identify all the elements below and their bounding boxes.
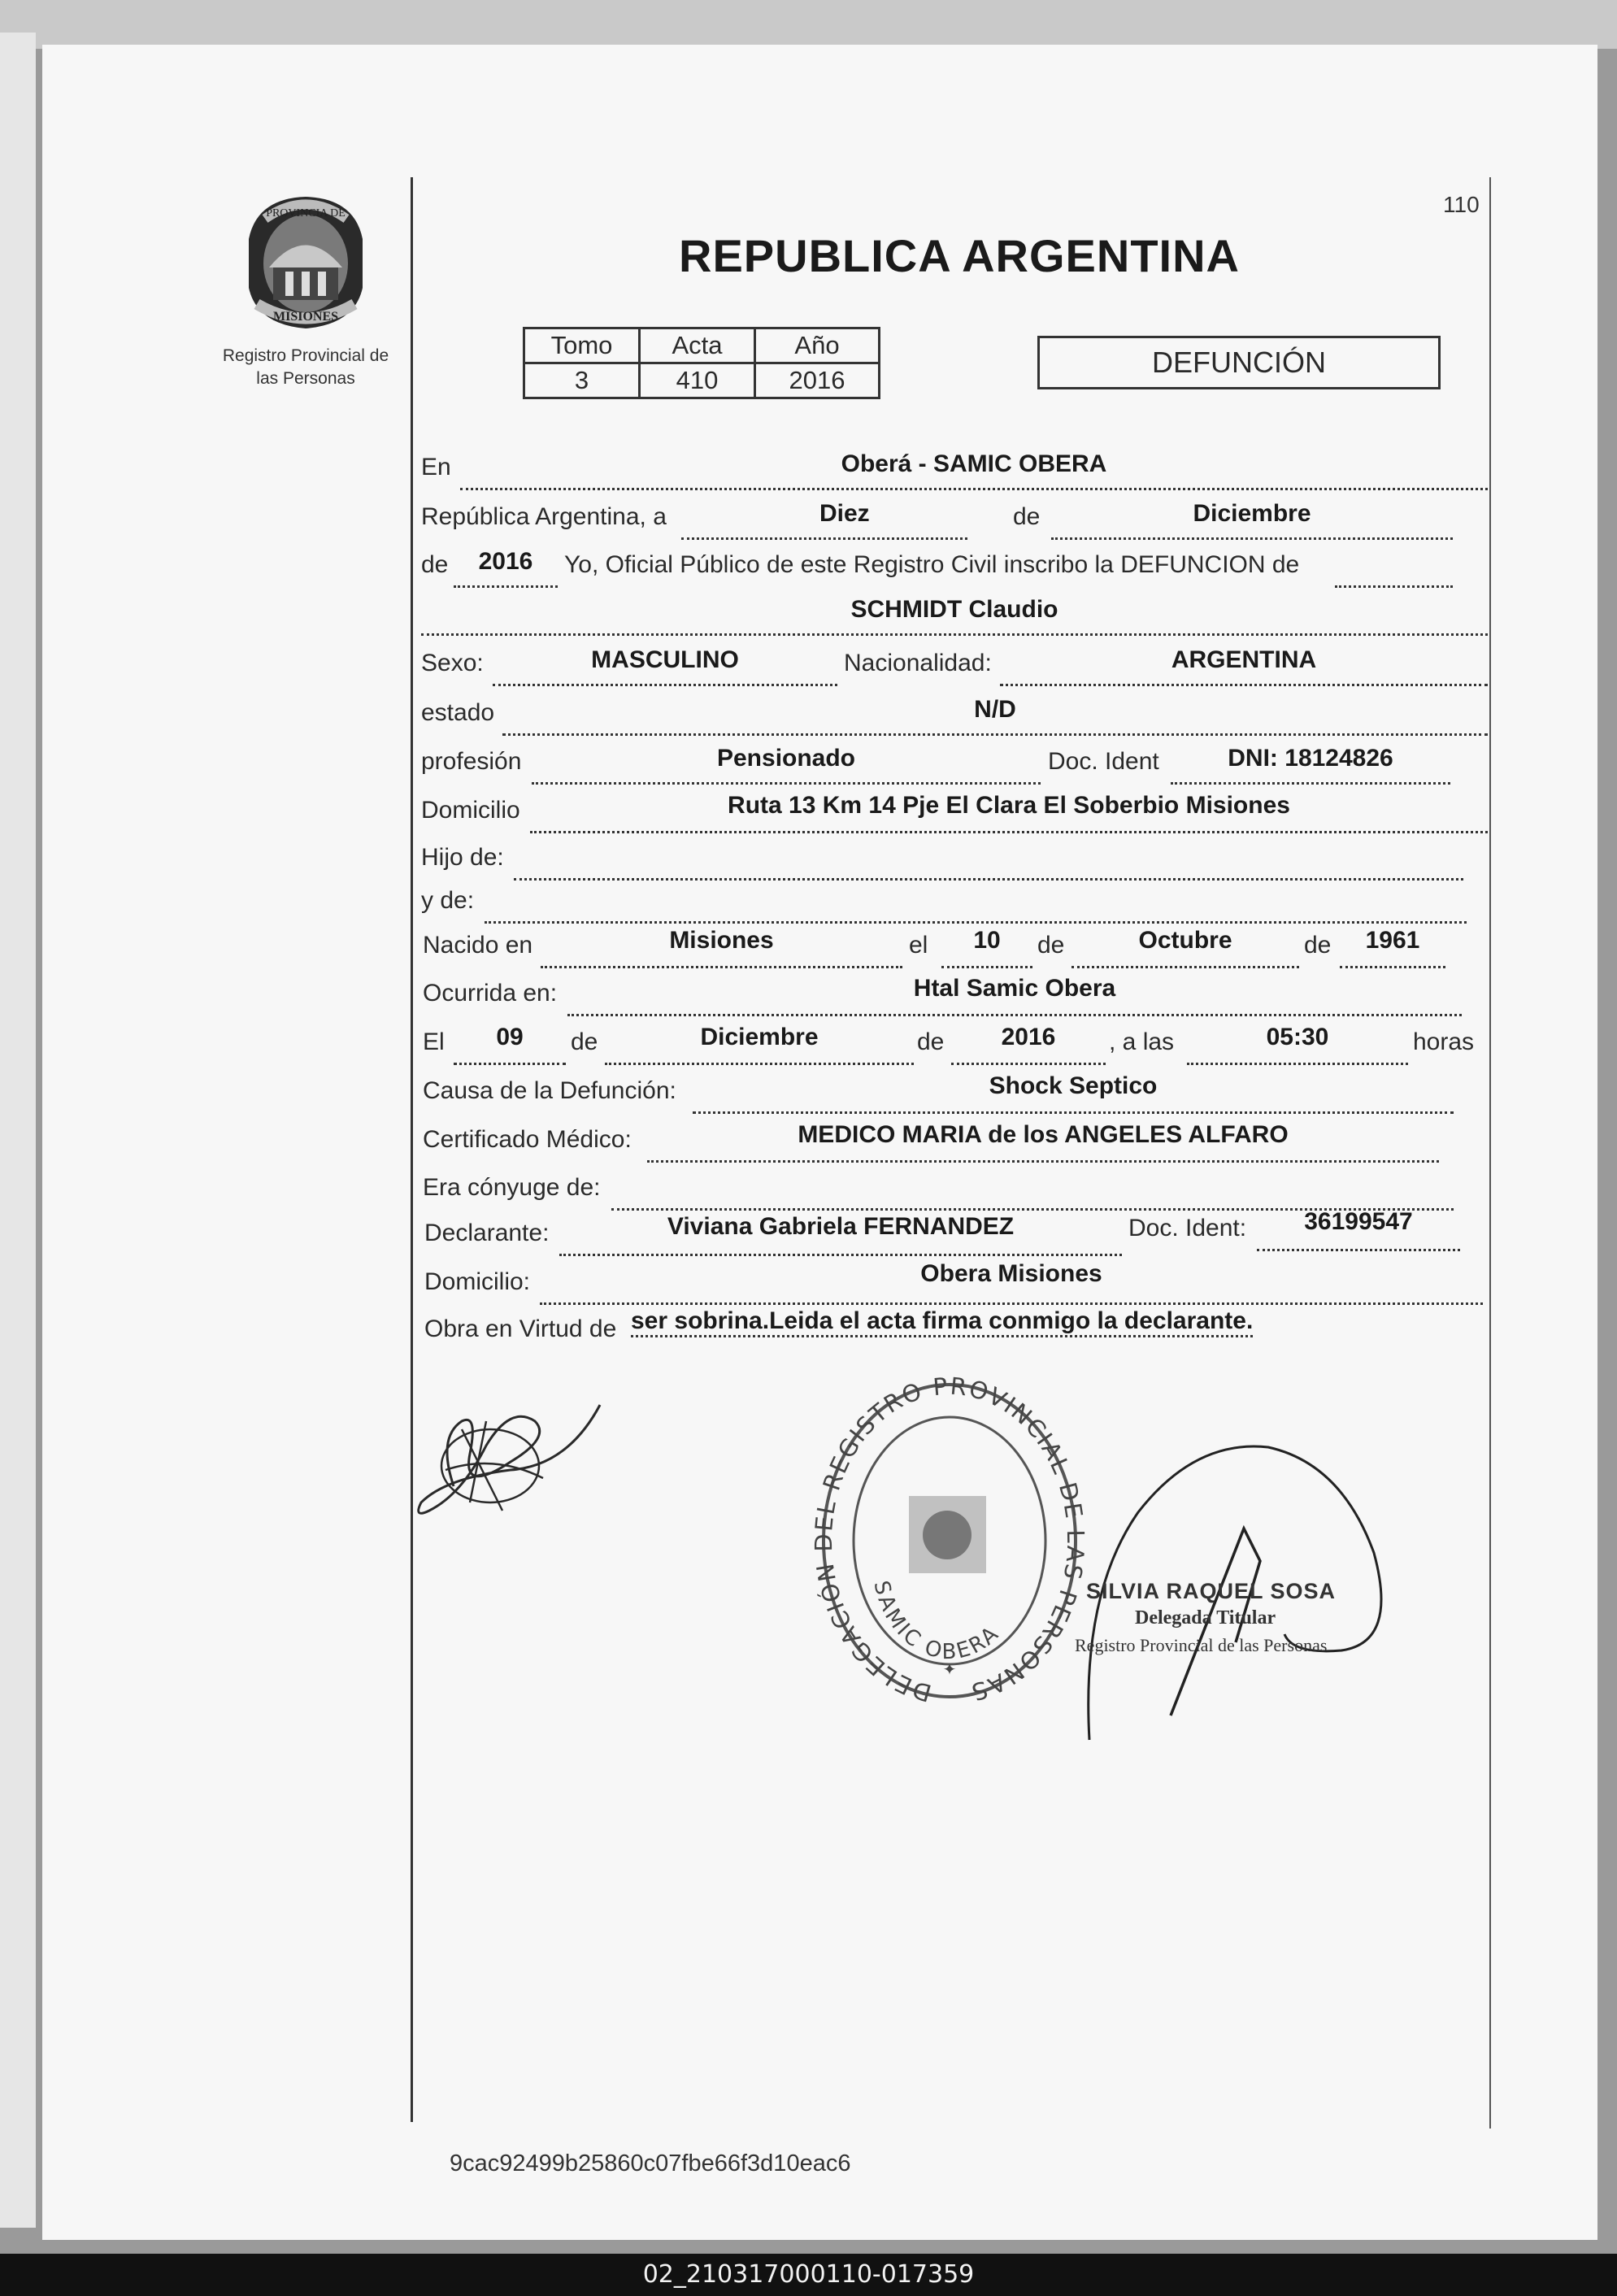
de-label-4: de [1304, 932, 1332, 959]
fecha-mes-value: Diciembre [700, 1024, 819, 1050]
profesion-label: profesión [421, 748, 522, 775]
svg-text:✦: ✦ [942, 1661, 957, 1679]
ocurrida-label: Ocurrida en: [423, 980, 558, 1007]
adjacent-page-edge [0, 33, 36, 2228]
doc-ident-label: Doc. Ident [1048, 748, 1159, 775]
year-value: 2016 [478, 548, 533, 575]
tomo-value: 3 [524, 363, 640, 398]
register-value-row [524, 363, 880, 398]
hora-value: 05:30 [1266, 1024, 1329, 1050]
nacido-lugar-value: Misiones [669, 927, 774, 954]
sexo-label: Sexo: [421, 650, 484, 676]
nacido-mes-value: Octubre [1138, 927, 1232, 954]
nacido-dia-value: 10 [973, 927, 1001, 954]
estado-value: N/D [974, 696, 1016, 723]
domicilio-label-2: Domicilio: [424, 1268, 531, 1295]
certificado-label: Certificado Médico: [423, 1126, 632, 1153]
page-number: 110 [1443, 192, 1480, 217]
causa-value: Shock Septico [989, 1072, 1158, 1099]
place-value: Oberá - SAMIC OBERA [841, 450, 1107, 477]
obra-value: ser sobrina.Leida el acta firma conmigo la declarante. [631, 1307, 1253, 1337]
svg-text:SAMIC OBERA [868, 1578, 1005, 1664]
sexo-value: MASCULINO [591, 646, 739, 673]
de-label-2: de [421, 551, 449, 578]
republica-label: República Argentina, a [421, 503, 667, 530]
a-las-label: , a las [1109, 1028, 1175, 1055]
profesion-value: Pensionado [716, 745, 856, 772]
document-title: REPUBLICA ARGENTINA [679, 230, 1240, 281]
declarant-signature [413, 1389, 608, 1527]
day-value: Diez [819, 500, 870, 527]
doc-ident-label-2: Doc. Ident: [1128, 1215, 1247, 1241]
de-label-3: de [1037, 932, 1065, 959]
deceased-value: SCHMIDT Claudio [850, 596, 1058, 623]
official-organization: Registro Provincial de las Personas [1075, 1635, 1328, 1655]
y-de-label: y de: [421, 887, 475, 914]
domicilio-value: Ruta 13 Km 14 Pje El Clara El Soberbio Misiones [728, 792, 1290, 819]
el-label: el [909, 932, 928, 959]
official-name: SILVIA RAQUEL SOSA [1086, 1579, 1337, 1603]
hijo-line [514, 850, 1463, 881]
anio-header: Año [755, 328, 880, 363]
logo-top-text: PROVINCIA DE [266, 207, 346, 220]
doc-ident-value-2: 36199547 [1304, 1208, 1413, 1235]
anio-value: 2016 [755, 363, 880, 398]
de-label-6: de [917, 1028, 945, 1055]
de-label-1: de [1013, 503, 1041, 530]
month-value: Diciembre [1193, 500, 1311, 527]
certificado-value: MEDICO MARIA de los ANGELES ALFARO [798, 1121, 1289, 1148]
stamp-ring-text: DELEGACIÓN DEL REGISTRO PROVINCIAL DE LAS PERSONAS [809, 1372, 1090, 1707]
conyuge-label: Era cónyuge de: [423, 1174, 601, 1201]
nacionalidad-label: Nacionalidad: [844, 650, 992, 676]
declarante-label: Declarante: [424, 1220, 550, 1246]
statement-text: Yo, Oficial Público de este Registro Civil inscribo la DEFUNCION de [564, 551, 1300, 578]
background-top [0, 0, 1617, 49]
nacido-label: Nacido en [423, 932, 533, 959]
nacionalidad-value: ARGENTINA [1171, 646, 1317, 673]
fecha-dia-value: 09 [496, 1024, 524, 1050]
domicilio-label: Domicilio [421, 797, 520, 824]
en-label: En [421, 454, 451, 481]
domicilio-value-2: Obera Misiones [920, 1260, 1102, 1287]
causa-label: Causa de la Defunción: [423, 1077, 676, 1104]
doc-ident-value: DNI: 18124826 [1228, 745, 1393, 772]
hijo-label: Hijo de: [421, 844, 504, 871]
tomo-header: Tomo [524, 328, 640, 363]
official-title: Delegada Titular [1135, 1607, 1276, 1629]
document-hash: 9cac92499b25860c07fbe66f3d10eac6 [450, 2150, 851, 2176]
coat-of-arms-logo [241, 190, 371, 333]
footer-code: 02_210317000110-017359 [642, 2260, 975, 2289]
stamp-inner-text: SAMIC OBERA [868, 1578, 1005, 1665]
conyuge-line [611, 1181, 1454, 1211]
registry-label-line1: Registro Provincial de [222, 346, 389, 365]
margin-line-right [1489, 177, 1491, 2129]
official-stamp [807, 1366, 1092, 1707]
declarante-value: Viviana Gabriela FERNANDEZ [667, 1213, 1015, 1240]
horas-label: horas [1413, 1028, 1475, 1055]
register-table [523, 327, 880, 399]
obra-label: Obra en Virtud de [424, 1315, 617, 1342]
statement-line [1335, 558, 1453, 588]
fecha-anio-value: 2016 [1001, 1024, 1056, 1050]
y-de-line [485, 894, 1467, 924]
acta-value: 410 [640, 363, 755, 398]
de-label-5: de [571, 1028, 598, 1055]
margin-line-left [411, 177, 413, 2122]
logo-bottom-text: MISIONES [272, 310, 339, 324]
registry-label-line2: las Personas [256, 369, 355, 388]
ocurrida-value: Htal Samic Obera [913, 975, 1116, 1002]
nacido-anio-value: 1961 [1365, 927, 1420, 954]
record-type-box: DEFUNCIÓN [1037, 336, 1441, 389]
register-header-row [524, 328, 880, 363]
el-label-2: El [423, 1028, 445, 1055]
estado-label: estado [421, 699, 495, 726]
acta-header: Acta [640, 328, 755, 363]
registry-label [202, 345, 410, 390]
